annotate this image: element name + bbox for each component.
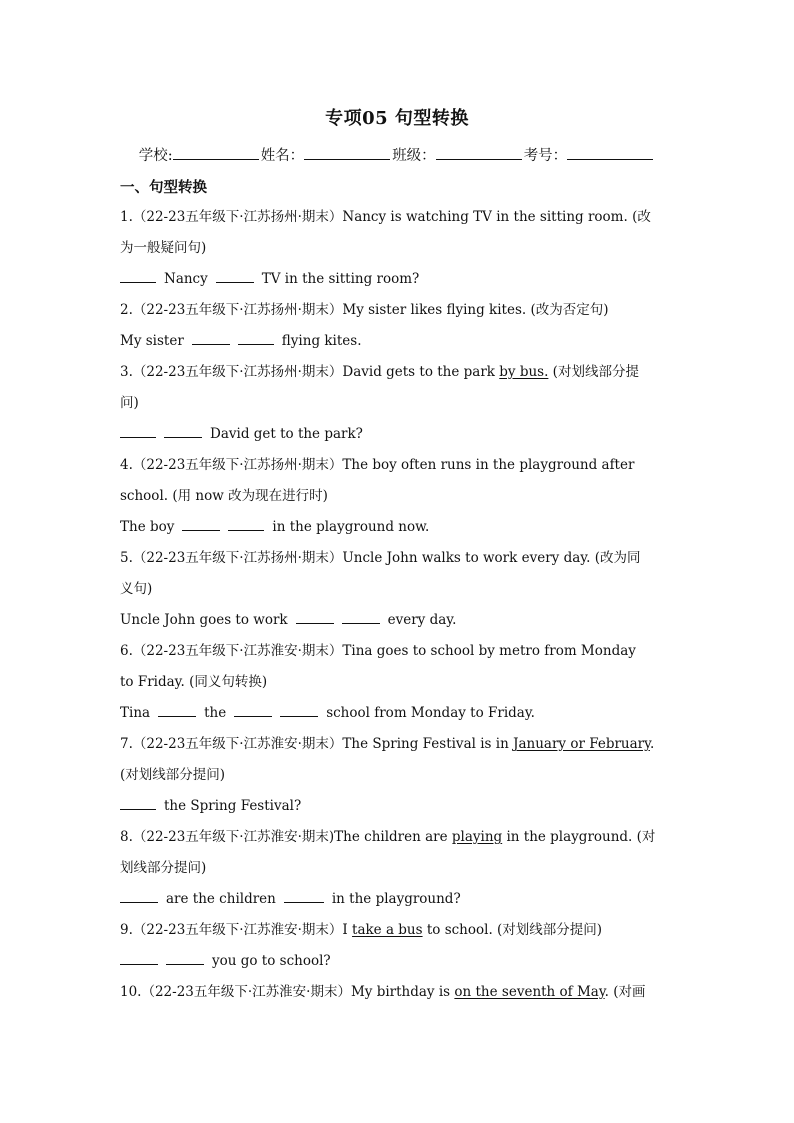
question-6-text: 6.（22-23五年级下·江苏淮安·期末）Tina goes to school by metro from Monday <box>120 643 636 659</box>
answer-blank[interactable] <box>342 611 380 624</box>
school-blank <box>173 145 259 160</box>
underlined-part: playing <box>451 829 503 845</box>
underlined-part: by bus. <box>499 364 549 380</box>
school-label: 学校: <box>138 148 173 164</box>
answer-blank[interactable] <box>238 332 274 345</box>
answer-blank[interactable] <box>120 270 156 283</box>
answer-blank[interactable] <box>120 952 158 965</box>
page-title: 专项05 句型转换 <box>325 108 469 129</box>
question-6-text-cont: to Friday. (同义句转换) <box>120 674 268 690</box>
answer-blank[interactable] <box>120 797 156 810</box>
question-1-text-cont: 为一般疑问句) <box>120 240 207 256</box>
section-heading: 一、句型转换 <box>120 179 207 196</box>
id-blank <box>567 145 653 160</box>
question-7-text: 7.（22-23五年级下·江苏淮安·期末）The Spring Festival is in January or February. <box>120 736 655 752</box>
answer-blank[interactable] <box>296 611 334 624</box>
answer-blank[interactable] <box>234 704 272 717</box>
question-1-text: 1.（22-23五年级下·江苏扬州·期末）Nancy is watching TV in the sitting room. (改 <box>120 209 651 225</box>
question-list <box>120 202 676 1008</box>
question-4-answer: The boy in the playground now. <box>120 519 430 535</box>
question-7-text-cont: (对划线部分提问) <box>120 767 226 783</box>
question-9-text: 9.（22-23五年级下·江苏淮安·期末）I take a bus to school. (对划线部分提问) <box>120 922 603 938</box>
underlined-part: take a bus <box>352 922 423 938</box>
question-3-text: 3.（22-23五年级下·江苏扬州·期末）David gets to the park by bus. (对划线部分提 <box>120 364 639 380</box>
answer-blank[interactable] <box>182 518 220 531</box>
question-5-text-cont: 义句) <box>120 581 153 597</box>
answer-blank[interactable] <box>164 425 202 438</box>
question-2-answer: My sister flying kites. <box>120 333 362 349</box>
class-label: 班级： <box>392 148 436 164</box>
answer-blank[interactable] <box>120 425 156 438</box>
question-5-text: 5.（22-23五年级下·江苏扬州·期末）Uncle John walks to work every day. (改为同 <box>120 550 641 566</box>
question-3-text-cont: 问) <box>120 395 139 411</box>
underlined-part: on the seventh of May <box>454 984 605 1000</box>
question-10-text: 10.（22-23五年级下·江苏淮安·期末）My birthday is on the seventh of May. (对画 <box>120 984 646 1000</box>
answer-blank[interactable] <box>158 704 196 717</box>
answer-blank[interactable] <box>280 704 318 717</box>
answer-blank[interactable] <box>120 890 158 903</box>
class-blank <box>436 145 522 160</box>
question-1-answer: Nancy TV in the sitting room? <box>120 264 676 295</box>
answer-blank[interactable] <box>216 270 254 283</box>
question-7-answer: the Spring Festival? <box>120 791 676 822</box>
answer-blank[interactable] <box>228 518 264 531</box>
question-2-text: 2.（22-23五年级下·江苏扬州·期末）My sister likes flying kites. (改为否定句) <box>120 302 609 318</box>
question-8-answer: are the children in the playground? <box>120 884 676 915</box>
answer-blank[interactable] <box>166 952 204 965</box>
question-6-answer: Tina the school from Monday to Friday. <box>120 705 535 721</box>
id-label: 考号： <box>523 148 568 164</box>
name-label: 姓名： <box>260 148 305 164</box>
student-info-row <box>0 144 794 165</box>
question-4-text: 4.（22-23五年级下·江苏扬州·期末）The boy often runs in the playground after <box>120 457 635 473</box>
question-5-answer: Uncle John goes to work every day. <box>120 612 457 628</box>
question-9-answer: you go to school? <box>120 946 676 977</box>
answer-blank[interactable] <box>284 890 324 903</box>
answer-blank[interactable] <box>192 332 230 345</box>
question-8-text: 8.（22-23五年级下·江苏淮安·期末)The children are playing in the playground. (对 <box>120 829 656 845</box>
underlined-part: January or February <box>513 736 650 752</box>
question-3-answer: David get to the park? <box>120 419 676 450</box>
question-4-text-cont: school. (用 now 改为现在进行时) <box>120 488 328 504</box>
name-blank <box>304 145 390 160</box>
question-8-text-cont: 划线部分提问) <box>120 860 207 876</box>
